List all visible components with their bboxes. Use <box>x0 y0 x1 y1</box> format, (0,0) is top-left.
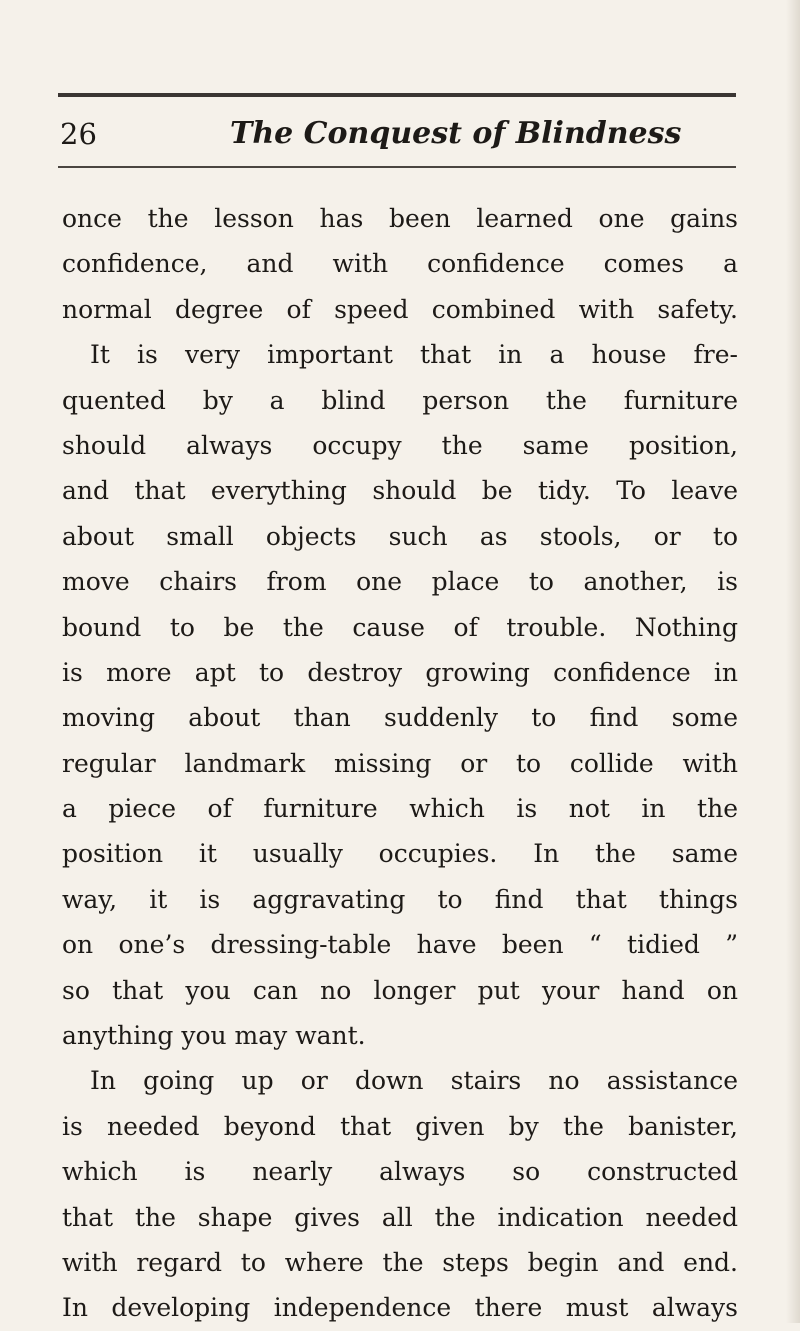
text-line: on one’s dressing-table have been “ tidied ” <box>62 930 738 960</box>
header-bottom-rule <box>58 166 736 168</box>
running-title: The Conquest of Blindness <box>230 116 682 151</box>
text-line: normal degree of speed combined with safety. <box>62 294 738 324</box>
body-text <box>62 196 738 1331</box>
page-edge-shadow <box>786 0 800 1323</box>
text-line: that the shape gives all the indication needed <box>62 1202 738 1232</box>
text-line: confidence, and with confidence comes a <box>62 249 738 279</box>
text-line: In developing independence there must always <box>62 1293 738 1323</box>
text-line: bound to be the cause of trouble. Nothing <box>62 612 738 642</box>
text-line: is needed beyond that given by the banister, <box>62 1111 738 1141</box>
text-line: position it usually occupies. In the same <box>62 839 738 869</box>
text-line: is more apt to destroy growing confidence in <box>62 657 738 687</box>
text-line: It is very important that in a house fre- <box>90 340 738 370</box>
text-line: anything you may want. <box>62 1021 366 1051</box>
running-head <box>60 112 736 156</box>
text-line: move chairs from one place to another, is <box>62 567 738 597</box>
text-line: so that you can no longer put your hand on <box>62 975 738 1005</box>
text-line: with regard to where the steps begin and end. <box>62 1247 738 1277</box>
text-line: way, it is aggravating to find that things <box>62 884 738 914</box>
text-line: quented by a blind person the furniture <box>62 385 738 415</box>
text-line: regular landmark missing or to collide with <box>62 748 738 778</box>
text-line: In going up or down stairs no assistance <box>90 1066 738 1096</box>
header-top-rule <box>58 93 736 97</box>
text-line: moving about than suddenly to find some <box>62 703 738 733</box>
text-line: about small objects such as stools, or to <box>62 521 738 551</box>
text-line: a piece of furniture which is not in the <box>62 794 738 824</box>
text-line: once the lesson has been learned one gains <box>62 204 738 233</box>
text-line: should always occupy the same position, <box>62 430 738 460</box>
text-line: which is nearly always so constructed <box>62 1157 738 1187</box>
text-line: and that everything should be tidy. To leave <box>62 476 738 506</box>
page-number: 26 <box>60 117 97 151</box>
